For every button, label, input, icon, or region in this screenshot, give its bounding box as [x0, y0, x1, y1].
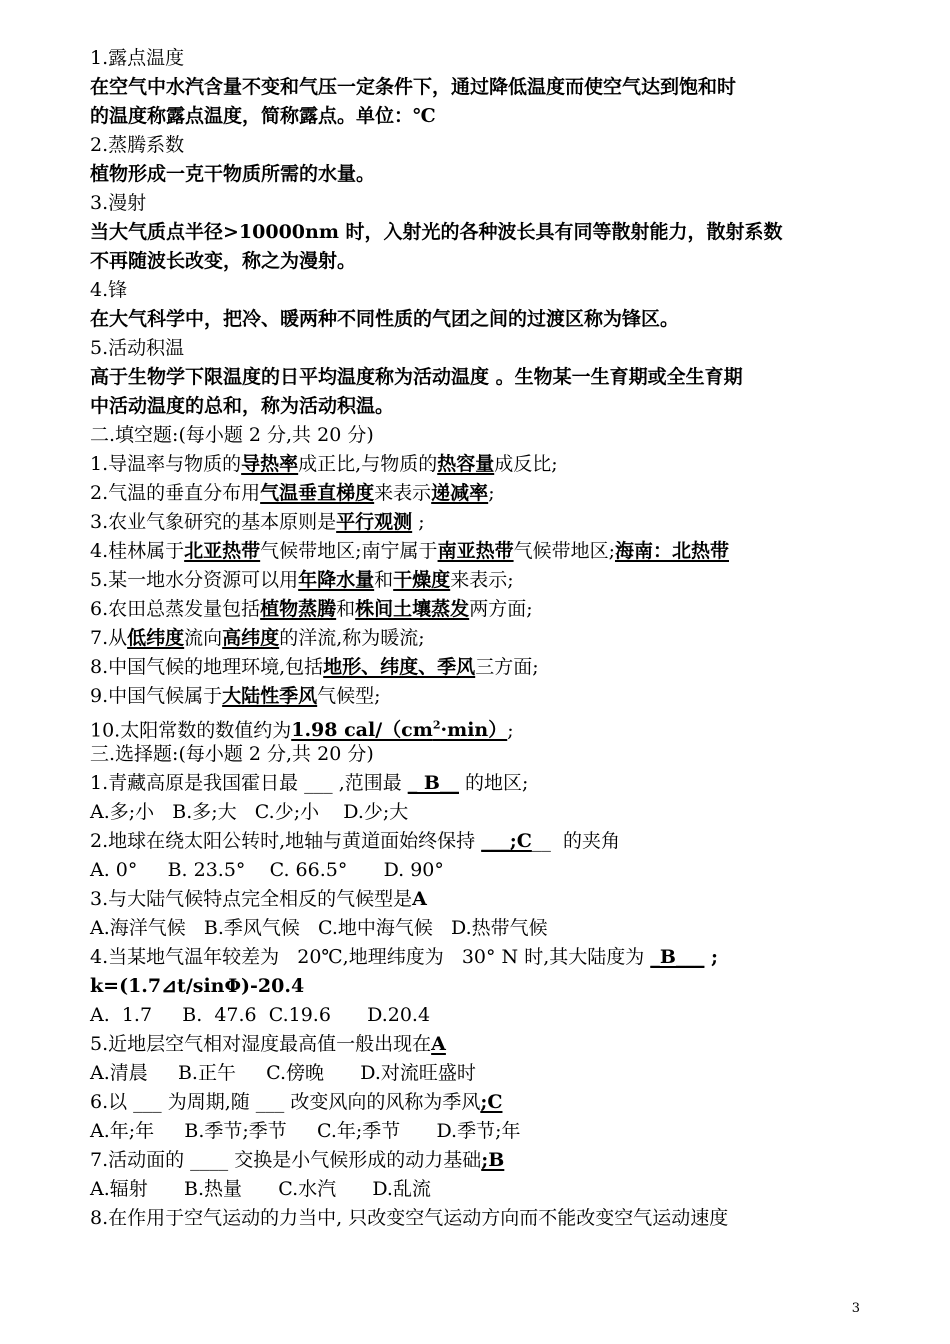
fill-question: 3.农业气象研究的基本原则是平行观测 ;	[90, 511, 425, 533]
formula: k=(1.7⊿t/sinΦ)-20.4	[90, 975, 305, 997]
fill-question: 7.从低纬度流向高纬度的洋流,称为暖流;	[90, 627, 425, 649]
choice-question: 1.青藏高原是我国霍日最 ___ ,范围最 _ B__ 的地区;	[90, 772, 529, 794]
section-heading-fill: 二.填空题:(每小题 2 分,共 20 分)	[90, 424, 374, 446]
fill-question: 2.气温的垂直分布用气温垂直梯度来表示递减率;	[90, 482, 495, 504]
definition-title: 3.漫射	[90, 192, 147, 214]
definition-text: 的温度称露点温度，简称露点。单位：℃	[90, 105, 436, 127]
fill-question: 5.某一地水分资源可以用年降水量和干燥度来表示;	[90, 569, 514, 591]
document-page	[90, 44, 870, 1233]
definition-text: 当大气质点半径>10000nm 时，入射光的各种波长具有同等散射能力，散射系数	[90, 221, 783, 243]
page-number: 3	[851, 1301, 860, 1316]
fill-question: 10.太阳常数的数值约为1.98 cal/$(cm^2\cdot\min)$;	[90, 719, 514, 742]
choice-options: A.海洋气候 B.季风气候 C.地中海气候 D.热带气候	[90, 917, 548, 939]
choice-question: 2.地球在绕太阳公转时,地轴与黄道面始终保持 ___;C__ 的夹角	[90, 830, 620, 852]
definition-text: 在大气科学中，把冷、暖两种不同性质的气团之间的过渡区称为锋区。	[90, 308, 680, 330]
definition-text: 植物形成一克干物质所需的水量。	[90, 163, 376, 185]
definition-title: 2.蒸腾系数	[90, 134, 185, 156]
choice-options: A.辐射 B.热量 C.水汽 D.乱流	[90, 1178, 431, 1200]
definition-text: 中活动温度的总和，称为活动积温。	[90, 395, 395, 417]
fill-question: 4.桂林属于北亚热带气候带地区;南宁属于南亚热带气候带地区;海南：北热带	[90, 540, 729, 562]
choice-options: A.多;小 B.多;大 C.少;小 D.少;大	[90, 801, 409, 823]
fill-question: 1.导温率与物质的导热率成正比,与物质的热容量成反比;	[90, 453, 558, 475]
definition-title: 4.锋	[90, 279, 128, 301]
fill-question: 6.农田总蒸发量包括植物蒸腾和株间土壤蒸发两方面;	[90, 598, 533, 620]
choice-question: 5.近地层空气相对湿度最高值一般出现在A	[90, 1033, 446, 1055]
section-heading-choice: 三.选择题:(每小题 2 分,共 20 分)	[90, 743, 374, 765]
choice-options: A. 1.7 B. 47.6 C.19.6 D.20.4	[90, 1004, 431, 1026]
fill-question: 8.中国气候的地理环境,包括地形、纬度、季风三方面;	[90, 656, 539, 678]
choice-question: 8.在作用于空气运动的力当中, 只改变空气运动方向而不能改变空气运动速度	[90, 1207, 729, 1229]
definition-text: 高于生物学下限温度的日平均温度称为活动温度 。生物某一生育期或全生育期	[90, 366, 743, 388]
choice-options: A. 0° B. 23.5° C. 66.5° D. 90°	[90, 859, 444, 881]
definition-text: 不再随波长改变，称之为漫射。	[90, 250, 357, 272]
definition-text: 在空气中水汽含量不变和气压一定条件下，通过降低温度而使空气达到饱和时	[90, 76, 737, 98]
choice-question: 4.当某地气温年较差为 20℃,地理纬度为 30° N 时,其大陆度为 _B___ ;	[90, 946, 719, 968]
choice-options: A.年;年 B.季节;季节 C.年;季节 D.季节;年	[90, 1120, 521, 1142]
definition-title: 5.活动积温	[90, 337, 185, 359]
choice-question: 3.与大陆气候特点完全相反的气候型是A	[90, 888, 427, 910]
definition-title: 1.露点温度	[90, 47, 185, 69]
choice-question: 6.以 ___ 为周期,随 ___ 改变风向的风称为季风;C	[90, 1091, 503, 1113]
choice-options: A.清晨 B.正午 C.傍晚 D.对流旺盛时	[90, 1062, 476, 1084]
fill-question: 9.中国气候属于大陆性季风气候型;	[90, 685, 381, 707]
choice-question: 7.活动面的 ____ 交换是小气候形成的动力基础;B	[90, 1149, 505, 1171]
